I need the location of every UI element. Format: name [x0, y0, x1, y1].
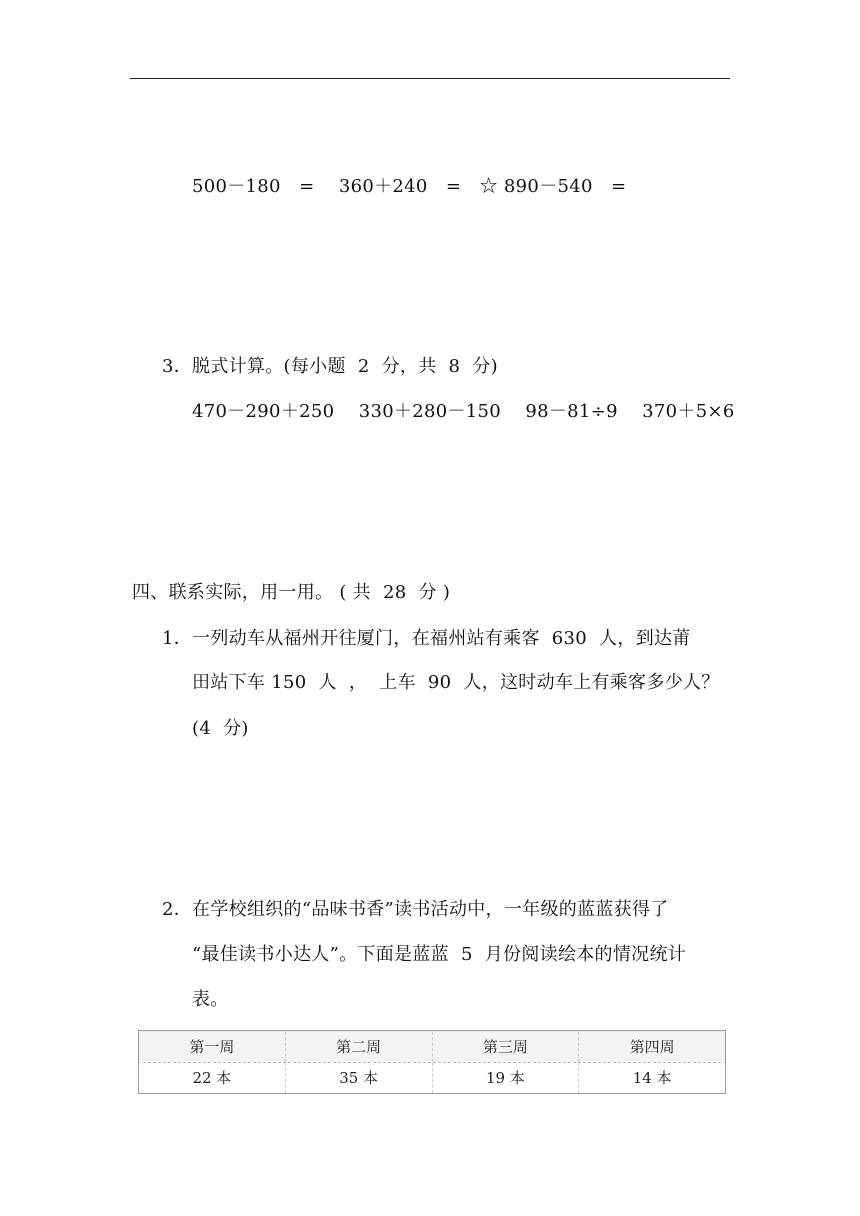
q3-title: 3．脱式计算。(每小题 2 分，共 8 分) [162, 356, 498, 377]
header-rule [130, 78, 730, 79]
table-cell: 19 本 [433, 1063, 580, 1093]
p2-line1: 2．在学校组织的“品味书香”读书活动中，一年级的蓝蓝获得了 [162, 899, 669, 920]
p2-line2: “最佳读书小达人”。下面是蓝蓝 5 月份阅读绘本的情况统计 [192, 944, 687, 965]
arith-line: 500－180 = 360＋240 = ☆ 890－540 = [192, 176, 627, 197]
table-header-row [139, 1032, 725, 1062]
p1-line1: 1．一列动车从福州开往厦门，在福州站有乘客 630 人，到达莆 [162, 628, 691, 649]
p1-line2: 田站下车 150 人 ， 上车 90 人，这时动车上有乘客多少人？ [192, 672, 720, 693]
p2-line3: 表。 [192, 989, 229, 1010]
table-cell: 35 本 [286, 1063, 433, 1093]
table-header-cell: 第二周 [286, 1032, 433, 1062]
table-header-cell: 第四周 [629, 1038, 675, 1056]
p1-line3: (4 分) [192, 718, 249, 739]
table-header-cell: 第三周 [433, 1032, 580, 1062]
table-header-cell: 第一周 [139, 1032, 286, 1062]
table-cell: 14 本 [632, 1069, 672, 1087]
reading-stats-table [138, 1030, 726, 1094]
table-cell: 22 本 [139, 1063, 286, 1093]
q3-expressions: 470－290＋250 330＋280－150 98－81÷9 370＋5×6 [192, 401, 735, 422]
section4-heading: 四、联系实际，用一用。 ( 共 28 分 ) [132, 582, 451, 603]
table-row [139, 1063, 725, 1093]
